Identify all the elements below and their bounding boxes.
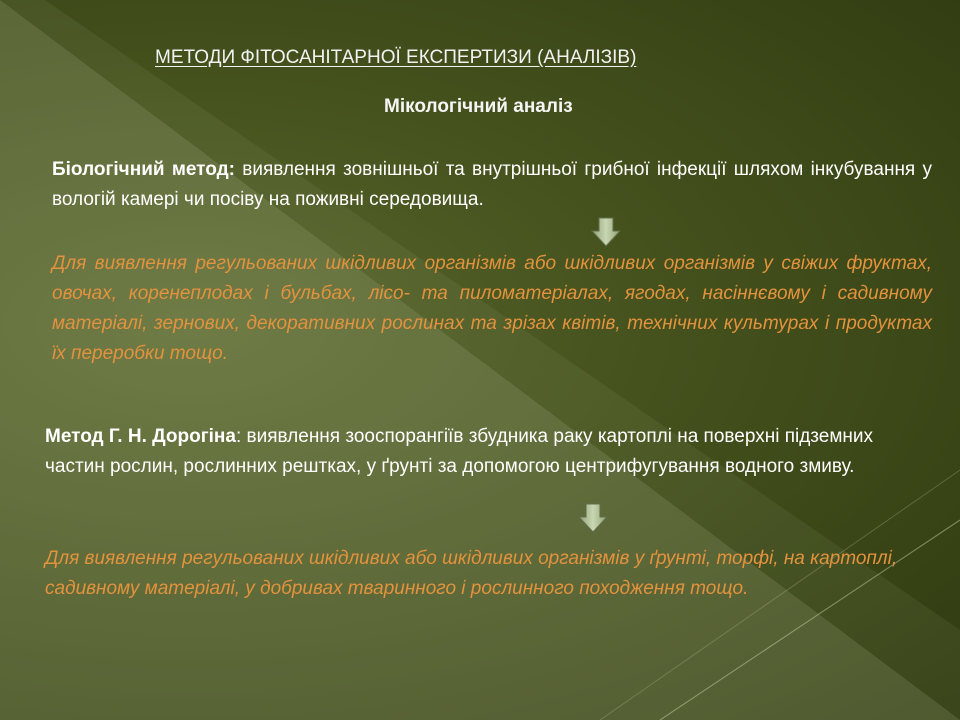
method-dorogin-text [45, 422, 925, 482]
method-dorogin-note: Для виявлення регульованих шкідливих або шкідливих організмів у ґрунті, торфі, на картоплі, садивному матеріалі, у добривах тваринного і рослинного походження тощо. [45, 548, 898, 599]
down-arrow-icon [578, 503, 608, 533]
method-biological-description: виявлення зовнішньої та внутрішньої грибної інфекції шляхом інкубування у вологій камері чи посіву на поживні середовища. [52, 159, 932, 210]
method-biological-text [52, 155, 932, 215]
method-biological-note: Для виявлення регульованих шкідливих організмів або шкідливих організмів у свіжих фруктах, овочах, коренеплодах і бульбах, лісо- та пиломатеріалах, ягодах, насіннєвому і садивному матеріалі, зернових, декоративних рослинах та зрізах квітів, технічних культурах і продуктах їх переробки тощо. [52, 253, 932, 364]
method-dorogin-description: : виявлення зооспорангіїв збудника раку картоплі на поверхні підземних частин рослин, рослинних рештках, у ґрунті за допомогою центрифугування водного змиву. [45, 426, 874, 477]
method-dorogin-name: Метод Г. Н. Дорогіна [45, 426, 236, 447]
slide-title: МЕТОДИ ФІТОСАНІТАРНОЇ ЕКСПЕРТИЗИ (АНАЛІЗІВ) [155, 47, 637, 68]
method-biological-name: Біологічний метод: [52, 159, 235, 180]
slide-subtitle: Мікологічний аналіз [384, 96, 573, 117]
down-arrow-icon [591, 217, 621, 247]
